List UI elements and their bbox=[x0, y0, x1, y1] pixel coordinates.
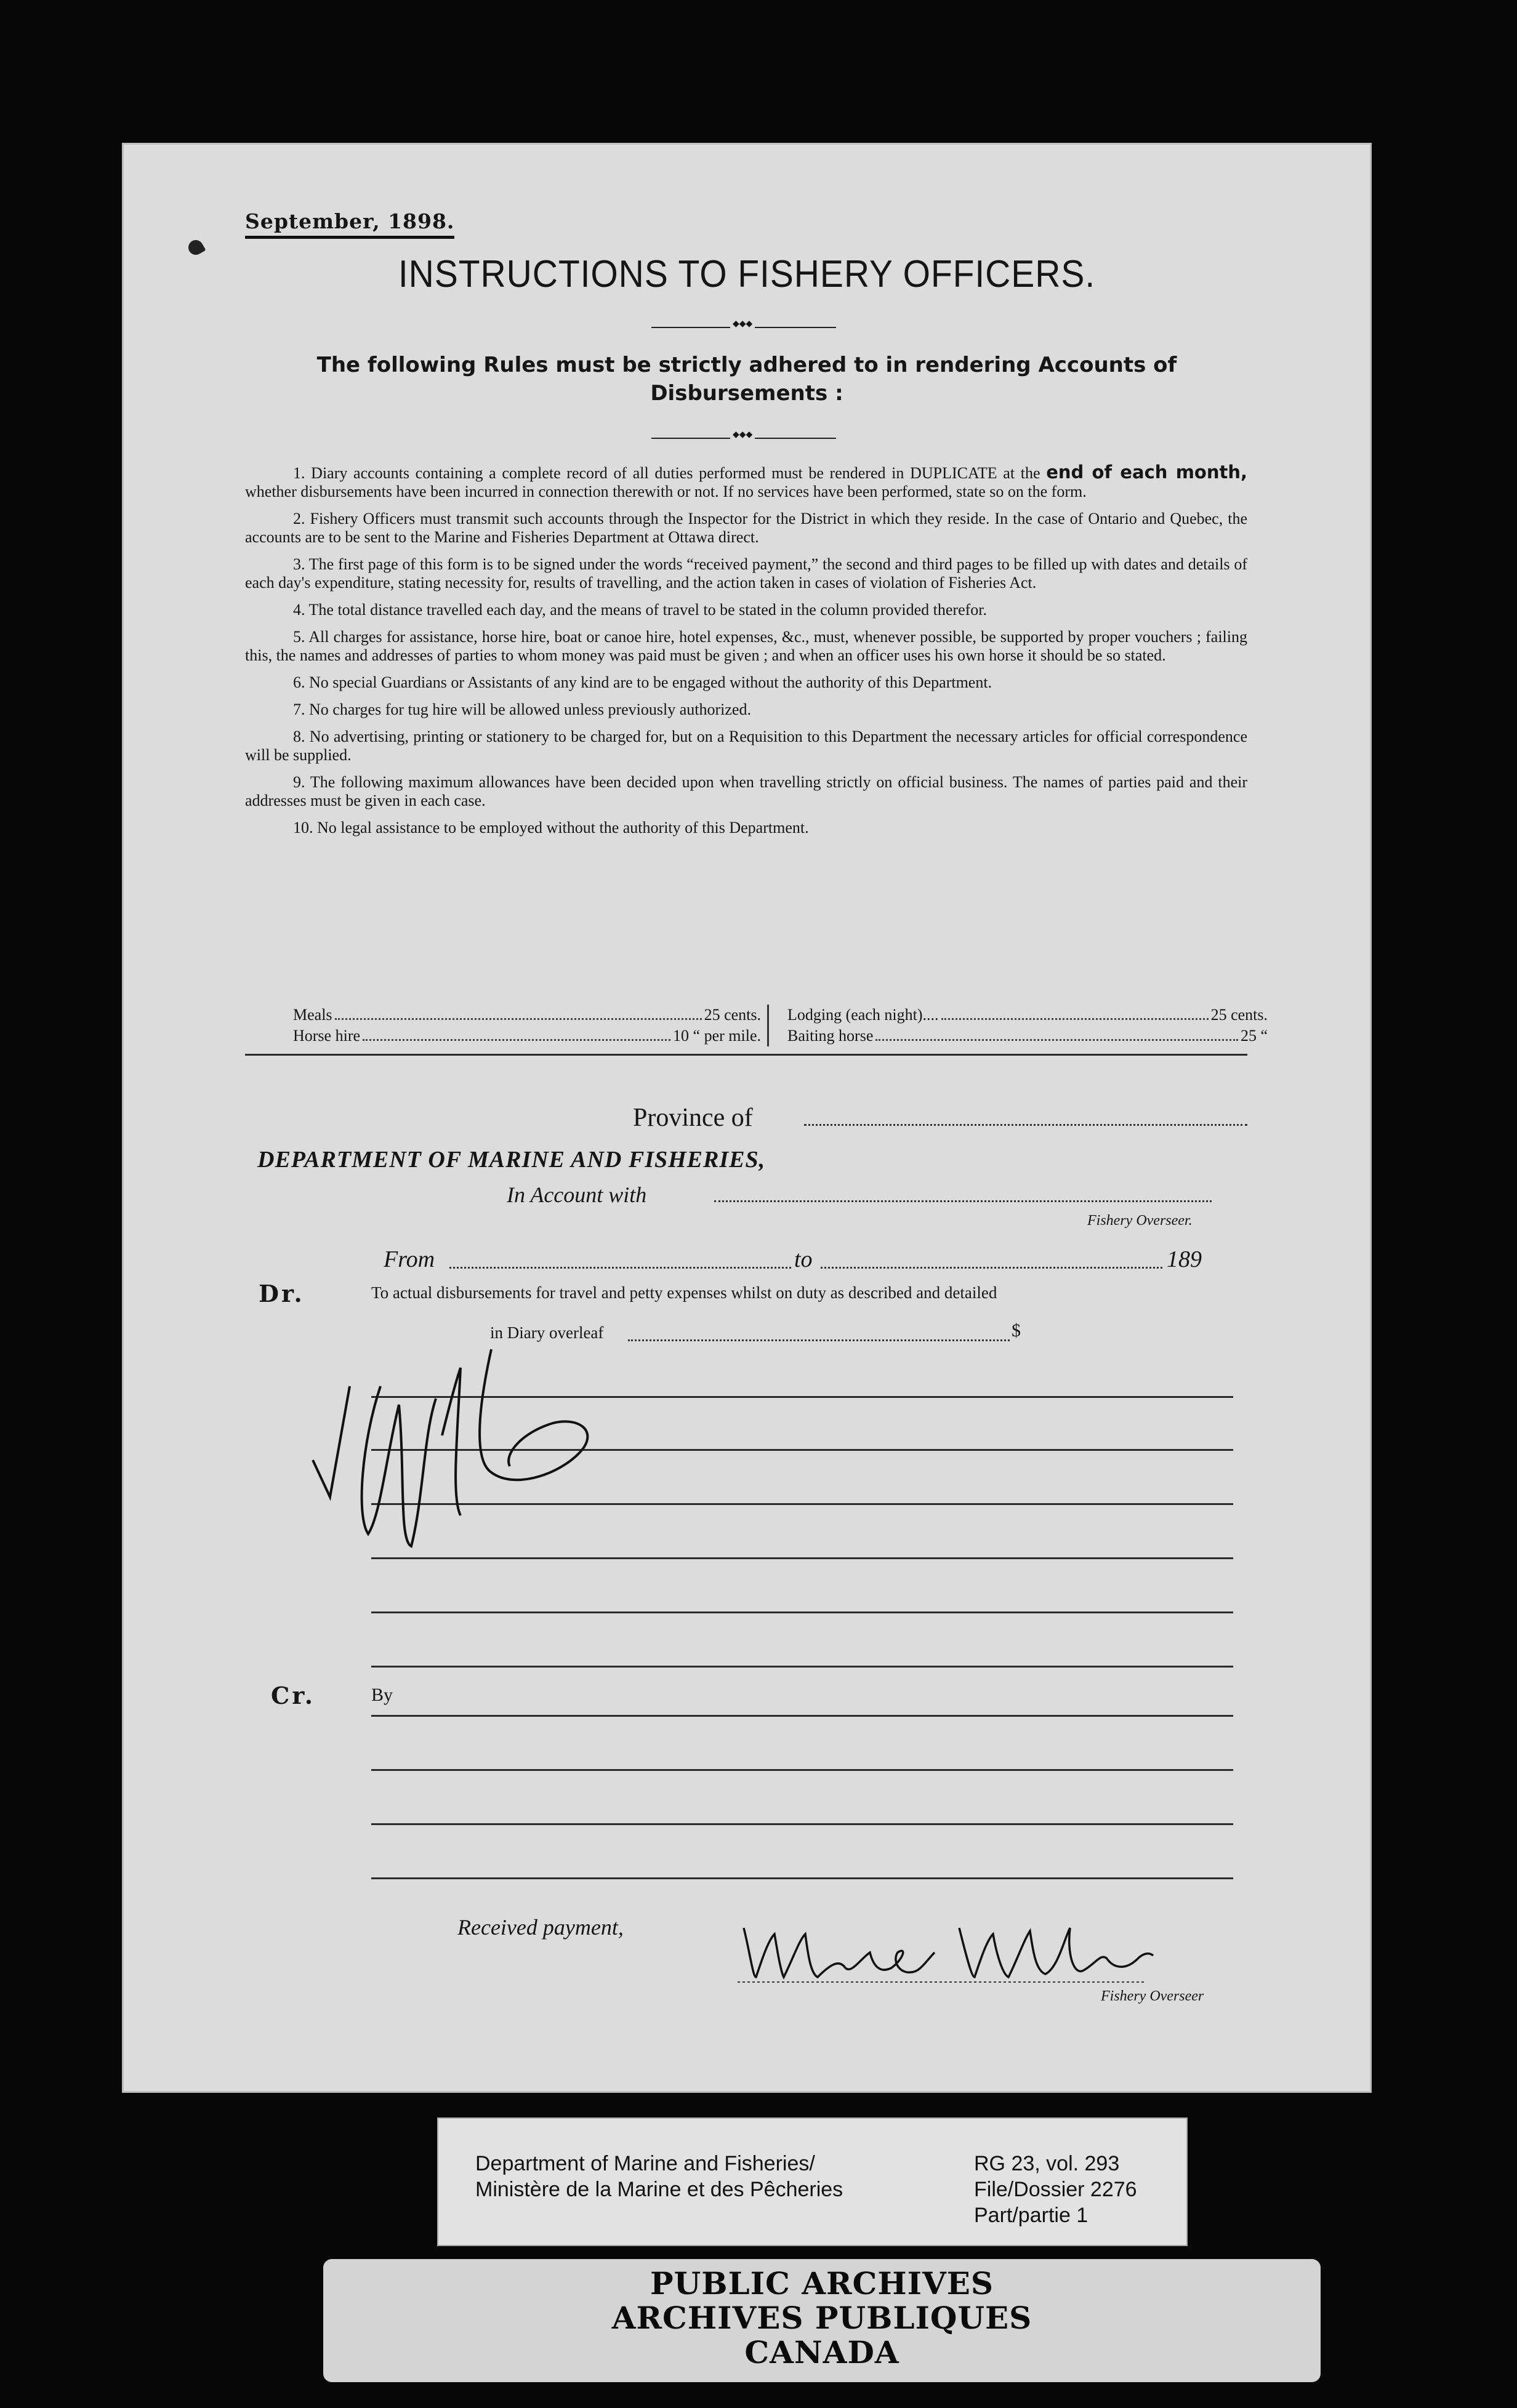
dateline: September, 1898. bbox=[245, 209, 454, 239]
rule-item: 6. No special Guardians or Assistants of any kind are to be engaged without the authority of this Department. bbox=[293, 673, 992, 691]
debit-label: Dr. bbox=[259, 1280, 305, 1307]
rule-item: 4. The total distance travelled each day, and the means of travel to be stated in the column provided therefor. bbox=[293, 601, 987, 619]
allowance-horse-hire: Horse hire 10 “ per mile. bbox=[293, 1027, 761, 1045]
diary-overleaf-text: in Diary overleaf bbox=[490, 1323, 604, 1342]
dollar-sign: $ bbox=[1012, 1320, 1021, 1341]
debit-entry-line[interactable] bbox=[371, 1666, 1233, 1668]
rule-item: 9. The following maximum allowances have been decided upon when travelling strictly on official business. The names of parties paid and their addresses must be given in each case. bbox=[245, 773, 1247, 809]
credit-entry-line[interactable] bbox=[371, 1715, 1233, 1717]
department-heading: DEPARTMENT OF MARINE AND FISHERIES, bbox=[257, 1147, 766, 1173]
received-payment-label: Received payment, bbox=[457, 1915, 624, 1940]
rules-list bbox=[245, 463, 1247, 846]
amount-field[interactable] bbox=[628, 1339, 1010, 1341]
to-date-field[interactable] bbox=[821, 1267, 1162, 1269]
from-date-field[interactable] bbox=[449, 1267, 791, 1269]
subtitle: The following Rules must be strictly adhered to in rendering Accounts of Disbursements : bbox=[316, 353, 1177, 406]
archive-department: Department of Marine and Fisheries/ Ministère de la Marine et des Pêcheries bbox=[475, 2152, 843, 2201]
ornament-divider bbox=[651, 321, 836, 334]
form-page bbox=[122, 143, 1372, 2093]
stamp-line: CANADA bbox=[744, 2334, 899, 2370]
archive-reference: RG 23, vol. 293 File/Dossier 2276 Part/partie 1 bbox=[974, 2152, 1137, 2227]
overseer-name-field[interactable] bbox=[714, 1200, 1212, 1202]
debit-entry-line[interactable] bbox=[371, 1611, 1233, 1613]
province-label: Province of bbox=[633, 1104, 753, 1132]
credit-entry-line[interactable] bbox=[371, 1877, 1233, 1879]
fishery-overseer-caption: Fishery Overseer. bbox=[1087, 1213, 1193, 1229]
rule-item: 7. No charges for tug hire will be allowed unless previously authorized. bbox=[293, 700, 751, 718]
allowance-meals: Meals 25 cents. bbox=[293, 1006, 761, 1024]
archive-reference-label bbox=[437, 2117, 1188, 2246]
page-title: INSTRUCTIONS TO FISHERY OFFICERS. bbox=[398, 253, 1096, 295]
to-label: to bbox=[794, 1246, 813, 1272]
allowance-lodging: Lodging (each night).... 25 cents. bbox=[787, 1006, 1268, 1024]
credit-entry-line[interactable] bbox=[371, 1769, 1233, 1771]
overseer-signature bbox=[738, 1916, 1156, 1989]
rule-item: 1. Diary accounts containing a complete record of all duties performed must be rendered in DUPLICATE at the end of each month, whether disbursements have been incurred in connection therewith or not. If no services have been performed, state so on the form. bbox=[245, 462, 1248, 500]
rule-item: 5. All charges for assistance, horse hire, boat or canoe hire, hotel expenses, &c., must, whenever possible, be supported by proper vouchers ; failing this, the names and addresses of parties to whom money was paid must be given ; and when an officer uses his own horse it should be so stated. bbox=[245, 628, 1247, 664]
province-field[interactable] bbox=[804, 1124, 1247, 1126]
year-label: 189 bbox=[1167, 1246, 1202, 1272]
rule-item: 2. Fishery Officers must transmit such accounts through the Inspector for the District in which they reside. In the case of Ontario and Quebec, the accounts are to be sent to the Marine and Fisheries Department at Ottawa direct. bbox=[245, 510, 1247, 546]
from-label: From bbox=[384, 1246, 435, 1272]
allowance-baiting: Baiting horse 25 “ bbox=[787, 1027, 1268, 1045]
by-label: By bbox=[371, 1685, 393, 1705]
section-divider bbox=[245, 1054, 1247, 1056]
credit-entry-line[interactable] bbox=[371, 1823, 1233, 1825]
rule-item: 10. No legal assistance to be employed without the authority of this Department. bbox=[293, 819, 809, 837]
account-with-label: In Account with bbox=[507, 1182, 647, 1207]
fishery-overseer-caption: Fishery Overseer bbox=[1101, 1988, 1204, 2004]
credit-label: Cr. bbox=[271, 1682, 316, 1709]
debit-description: To actual disbursements for travel and petty expenses whilst on duty as described and detailed bbox=[371, 1283, 997, 1302]
rule-item: 8. No advertising, printing or stationery to be charged for, but on a Requisition to this Department the necessary articles for official correspondence will be supplied. bbox=[245, 728, 1247, 764]
rule-item: 3. The first page of this form is to be signed under the words “received payment,” the second and third pages to be filled up with dates and details of each day's expenditure, stating necessity for, results of travelling, and the action taken in cases of violation of Fisheries Act. bbox=[245, 555, 1247, 592]
archive-stamp bbox=[323, 2259, 1321, 2382]
stamp-line: ARCHIVES PUBLIQUES bbox=[611, 2300, 1032, 2336]
ornament-divider bbox=[651, 432, 836, 444]
handwritten-mark bbox=[307, 1312, 651, 1583]
stamp-line: PUBLIC ARCHIVES bbox=[650, 2265, 994, 2302]
